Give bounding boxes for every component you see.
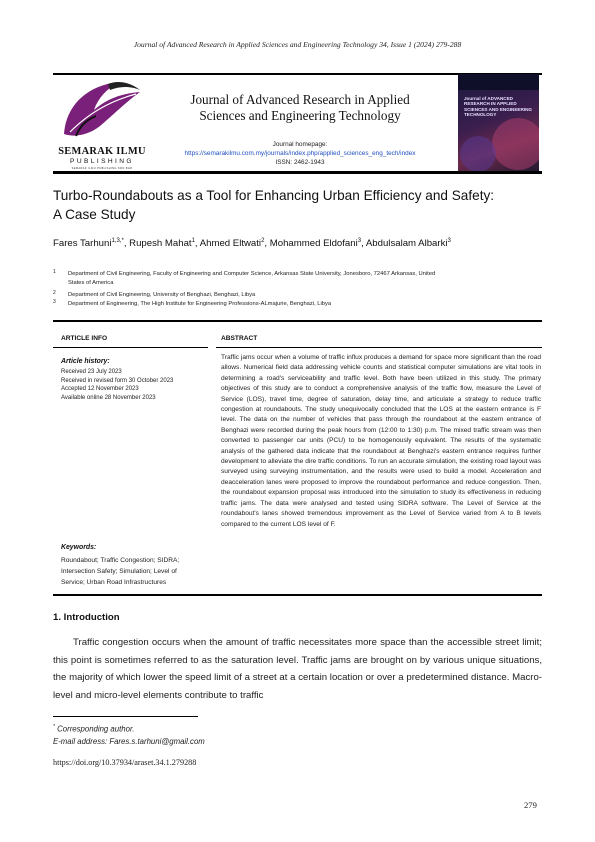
corresponding-author-note: * Corresponding author. (53, 724, 135, 734)
paper-title (53, 186, 553, 224)
author-list (53, 238, 553, 249)
publisher-logo-sub: PUBLISHING (70, 158, 134, 165)
journal-title (160, 92, 440, 124)
publisher-logo-name: SEMARAK ILMU (58, 146, 146, 157)
info-box-mid-rule-left (53, 347, 208, 348)
homepage-label: Journal homepage: (272, 141, 328, 148)
introduction-body: Traffic congestion occurs when the amount of traffic necessitates more space than the accessible street limit; this point is sometimes referred to as the saturation level. Traffic jams are brought on by various unique situations, the majority of which lower the speed limit of a street at a certain location or over a predetermined distance. Macro-level and micro-level elements contribute to traffic (53, 637, 542, 701)
abstract-body: Traffic jams occur when a volume of traffic influx produces a demand for space more significant than the road allows. Numerical field data addressing vehicle counts and statistical computer simulations are vital tools in determining a road's serviceability and traffic level. Both have been utilized in this study. The primary objectives of this study are to conduct a comprehensive analysis of the traffic flow, measure the Level of Service (LOS), travel time, degree of saturation, delay time, and articulate a strategy to reduce traffic congestion at roundabouts. The study unequivocally concluded that the LOS at the eastern entrance is F level. The data on the number of vehicles that pass through the roundabout at the eastern entrance of Benghazi were recorded during the peak hours from (12:00 to 1:30) p.m. The mixed traffic stream was then converted to passenger car units (PCU) to be homogenously equivalent. The results of the systematic analysis of the gathered data indicate that the roundabout at Benghazi's eastern entrance requires further development to alleviate the dire traffic conditions. To run an accurate simulation, the existing road layout was surveyed using surveying instrumentation, and the results were used to build a model. Acceleration and deacceleration lanes were proposed to improve the roundabout performance and reduce congestion. Then, the roundabout expansion proposal was introduced into the simulation to study its effectiveness in reducing traffic jams. The data were analysed and tested using SIDRA software. The Level of Service at the roundabout's lanes showed tremendous improvement as the Level of Service varied from A to B levels compared to the current LOS level of F. (221, 354, 541, 528)
publisher-logo (56, 76, 148, 174)
author: Mohammed Eldofani$^3$, (269, 238, 366, 250)
masthead-bottom-rule (53, 171, 542, 174)
info-box-mid-rule-right (216, 347, 542, 348)
publisher-logo-tagline: SEMARAK ILMU PUBLISHING SDN BHD (71, 167, 133, 170)
keywords-line: Roundabout; Traffic Congestion; SIDRA; (61, 557, 180, 564)
author: Abdulsalam Albarki$^3$ (365, 238, 451, 250)
keywords-line: Service; Urban Road Infrastructures (61, 579, 167, 586)
abstract-header: ABSTRACT (221, 335, 258, 342)
article-history (61, 368, 173, 402)
history-accepted: Accepted 12 November 2023 (61, 386, 139, 392)
feather-quill-icon (56, 76, 148, 146)
history-revised: Received in revised form 30 October 2023 (61, 377, 174, 384)
issn: ISSN: 2462-1943 (275, 159, 325, 166)
info-box-top-rule (53, 320, 542, 322)
cover-text: Journal of ADVANCED RESEARCH IN APPLIED SCIENCES AND ENGINEERING TECHNOLOGY (464, 96, 532, 118)
keywords (61, 555, 211, 588)
homepage-url-link[interactable]: https://semarakilmu.com.my/journals/index.php/applied_sciences_eng_tech/index (184, 150, 416, 157)
author: Rupesh Mahat$^1$, (129, 238, 200, 250)
author: Ahmed Eltwati$^2$, (199, 238, 270, 250)
history-online: Available online 28 November 2023 (61, 394, 156, 401)
keywords-line: Intersection Safety; Simulation; Level of (61, 568, 177, 575)
info-box-bottom-rule (53, 594, 542, 596)
affiliation-2: 2 Department of Civil Engineering, University of Benghazi, Benghazi, Libya (53, 290, 256, 298)
journal-title-line2: Sciences and Engineering Technology (199, 108, 401, 123)
article-info-header: ARTICLE INFO (61, 335, 108, 342)
author: Fares Tarhuni$^{1,3,*}$, (53, 238, 130, 250)
running-head: Journal of Advanced Research in Applied Sciences and Engineering Technology 34, Issue 1 (2024) 279-288 (133, 40, 462, 49)
history-received: Received 23 July 2023 (61, 369, 122, 375)
keywords-label: Keywords: (61, 544, 97, 551)
article-history-label: Article history: (61, 358, 110, 365)
journal-homepage (150, 140, 450, 167)
section-heading-introduction: 1. Introduction (53, 612, 120, 623)
footnote-mark: * (53, 724, 55, 730)
footnote-rule (53, 716, 198, 717)
corresponding-email[interactable]: E-mail address: Fares.s.tarhuni@gmail.com (53, 737, 205, 746)
paper-title-line2: A Case Study (53, 207, 136, 222)
affiliation-1: 1 Department of Civil Engineering, Faculty of Engineering and Computer Science, Arkansas State University, Jonesboro, 72467 Arkansas, United States of America (53, 269, 436, 286)
affiliation-3: 3 Department of Engineering, The High Institute for Engineering Professions-ALmajurie, Benghazi, Libya (53, 299, 332, 307)
journal-cover-image (458, 74, 539, 174)
doi-link[interactable]: https://doi.org/10.37934/araset.34.1.279288 (53, 758, 197, 767)
journal-title-line1: Journal of Advanced Research in Applied (190, 92, 410, 107)
page-number: 279 (524, 800, 537, 810)
cover-art-icon (458, 74, 539, 174)
paper-title-line1: Turbo-Roundabouts as a Tool for Enhancing Urban Efficiency and Safety: (53, 188, 495, 203)
